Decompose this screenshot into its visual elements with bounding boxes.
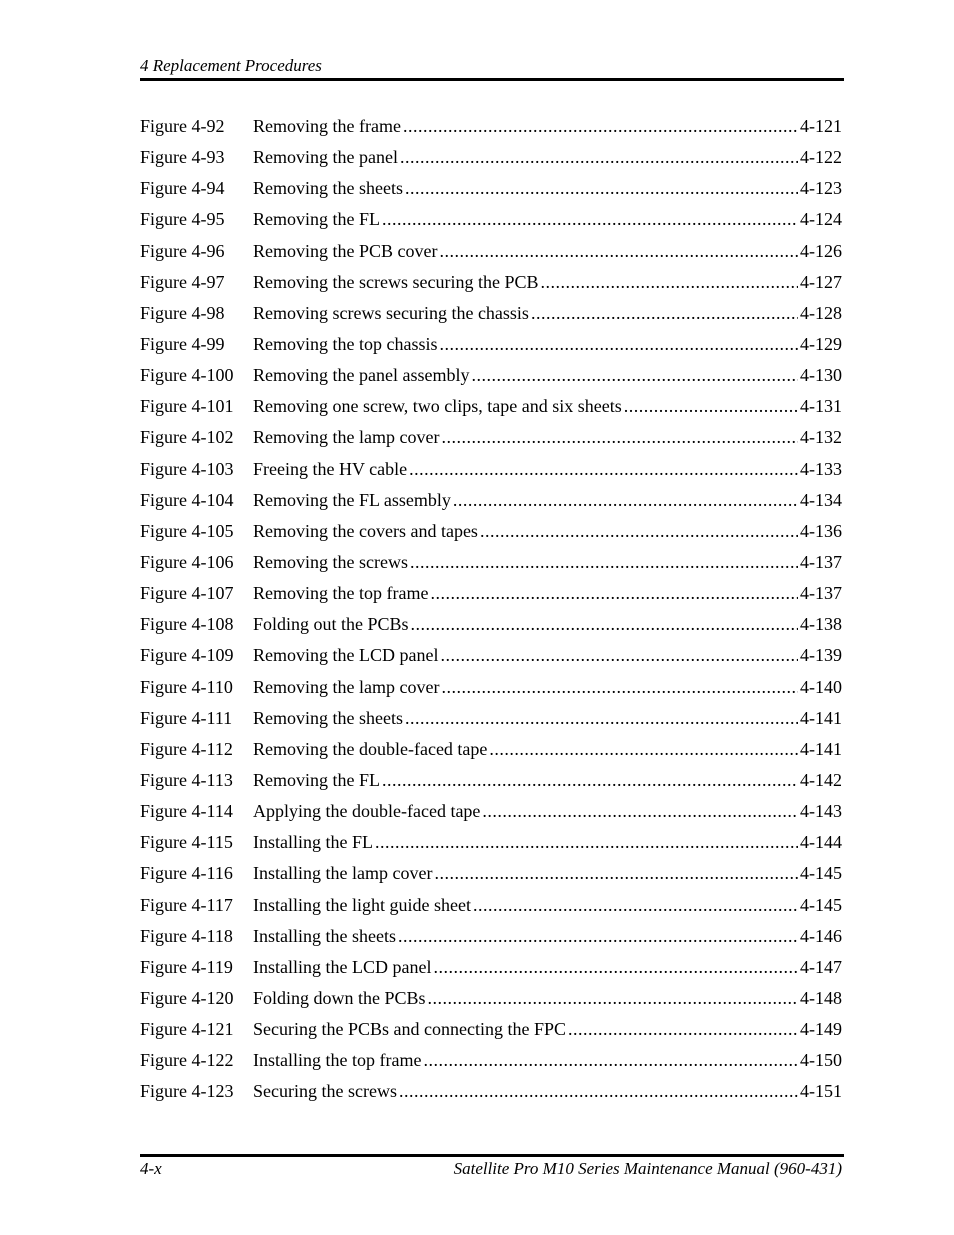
dot-leader (540, 272, 798, 293)
figure-title: Removing the sheets (253, 178, 403, 199)
toc-entry[interactable] (140, 895, 842, 926)
figure-title: Removing the FL assembly (253, 489, 451, 510)
figure-title: Folding out the PCBs (253, 614, 409, 635)
header-rule (140, 78, 844, 81)
dot-leader (473, 895, 798, 916)
figure-title: Removing the double-faced tape (253, 738, 488, 759)
figure-label: Figure 4-122 (140, 1050, 234, 1071)
toc-entry[interactable] (140, 396, 842, 427)
figure-title: Removing the FL (253, 209, 380, 230)
toc-entry[interactable] (140, 209, 842, 240)
figure-title: Installing the sheets (253, 925, 396, 946)
figure-page-number: 4-147 (800, 956, 842, 977)
figure-page-number: 4-139 (800, 645, 842, 666)
figure-page-number: 4-146 (800, 925, 842, 946)
toc-entry[interactable] (140, 863, 842, 894)
dot-leader (423, 1050, 798, 1071)
figure-page-number: 4-142 (800, 769, 842, 790)
figure-title: Removing the PCB cover (253, 240, 438, 261)
toc-entry[interactable] (140, 521, 842, 552)
toc-entry[interactable] (140, 116, 842, 147)
toc-entry[interactable] (140, 957, 842, 988)
toc-entry[interactable] (140, 272, 842, 303)
figure-label: Figure 4-93 (140, 147, 225, 168)
figure-label: Figure 4-98 (140, 302, 225, 323)
figure-title: Installing the FL (253, 832, 373, 853)
dot-leader (568, 1019, 798, 1040)
dot-leader (624, 396, 798, 417)
dot-leader (428, 988, 798, 1009)
figure-label: Figure 4-121 (140, 1019, 234, 1040)
figure-label: Figure 4-114 (140, 801, 233, 822)
toc-entry[interactable] (140, 147, 842, 178)
figure-title: Removing the top chassis (253, 333, 438, 354)
figure-page-number: 4-134 (800, 489, 842, 510)
figure-page-number: 4-121 (800, 116, 842, 136)
figure-page-number: 4-132 (800, 427, 842, 448)
dot-leader (433, 957, 798, 978)
toc-entry[interactable] (140, 241, 842, 272)
figure-title: Removing the frame (253, 116, 401, 136)
figure-page-number: 4-124 (800, 209, 842, 230)
toc-entry[interactable] (140, 459, 842, 490)
figure-title: Removing the panel assembly (253, 365, 470, 386)
figure-title: Removing the FL (253, 769, 380, 790)
toc-entry[interactable] (140, 1019, 842, 1050)
toc-entry[interactable] (140, 178, 842, 209)
figure-page-number: 4-144 (800, 832, 842, 853)
figure-title: Removing the lamp cover (253, 676, 440, 697)
figure-label: Figure 4-96 (140, 240, 225, 261)
figure-label: Figure 4-113 (140, 769, 233, 790)
figure-page-number: 4-150 (800, 1050, 842, 1071)
toc-entry[interactable] (140, 677, 842, 708)
toc-entry[interactable] (140, 708, 842, 739)
toc-entry[interactable] (140, 1050, 842, 1081)
figure-title: Removing the screws (253, 551, 408, 572)
dot-leader (405, 708, 798, 729)
figure-label: Figure 4-95 (140, 209, 225, 230)
figure-page-number: 4-137 (800, 583, 842, 604)
dot-leader (453, 490, 798, 511)
figure-page-number: 4-145 (800, 894, 842, 915)
dot-leader (382, 770, 798, 791)
toc-entry[interactable] (140, 1081, 842, 1112)
figure-page-number: 4-148 (800, 987, 842, 1008)
running-header: 4 Replacement Procedures (140, 56, 322, 75)
page-number: 4-x (140, 1159, 162, 1178)
figure-label: Figure 4-110 (140, 676, 233, 697)
figure-page-number: 4-128 (800, 302, 842, 323)
figure-label: Figure 4-117 (140, 894, 233, 915)
figure-title: Installing the LCD panel (253, 956, 432, 977)
figure-label: Figure 4-119 (140, 956, 233, 977)
toc-entry[interactable] (140, 583, 842, 614)
figure-title: Installing the light guide sheet (253, 894, 471, 915)
dot-leader (410, 552, 798, 573)
dot-leader (439, 334, 798, 355)
toc-entry[interactable] (140, 365, 842, 396)
dot-leader (405, 178, 798, 199)
figure-title: Installing the top frame (253, 1050, 422, 1071)
dot-leader (531, 303, 798, 324)
figure-page-number: 4-149 (800, 1019, 842, 1040)
figure-title: Securing the screws (253, 1081, 397, 1102)
figure-label: Figure 4-99 (140, 333, 225, 354)
toc-entry[interactable] (140, 645, 842, 676)
figure-page-number: 4-122 (800, 147, 842, 168)
figure-label: Figure 4-120 (140, 987, 234, 1008)
figure-title: Removing screws securing the chassis (253, 302, 529, 323)
dot-leader (471, 365, 798, 386)
figure-label: Figure 4-92 (140, 116, 225, 136)
figure-title: Freeing the HV cable (253, 458, 408, 479)
dot-leader (398, 926, 798, 947)
figure-page-number: 4-127 (800, 271, 842, 292)
dot-leader (400, 147, 798, 168)
figure-label: Figure 4-104 (140, 489, 234, 510)
figure-page-number: 4-143 (800, 801, 842, 822)
figure-label: Figure 4-102 (140, 427, 234, 448)
figure-label: Figure 4-101 (140, 396, 234, 417)
figure-title: Removing one screw, two clips, tape and six sheets (253, 396, 622, 417)
figure-page-number: 4-129 (800, 333, 842, 354)
figure-label: Figure 4-105 (140, 520, 234, 541)
figure-label: Figure 4-109 (140, 645, 234, 666)
figure-label: Figure 4-123 (140, 1081, 234, 1102)
dot-leader (441, 427, 798, 448)
figure-page-number: 4-141 (800, 738, 842, 759)
toc-entry[interactable] (140, 832, 842, 863)
figure-page-number: 4-126 (800, 240, 842, 261)
dot-leader (375, 832, 798, 853)
figure-label: Figure 4-97 (140, 271, 225, 292)
toc-entry[interactable] (140, 490, 842, 521)
dot-leader (440, 645, 798, 666)
dot-leader (489, 739, 798, 760)
figure-title: Removing the top frame (253, 583, 429, 604)
figure-page-number: 4-131 (800, 396, 842, 417)
toc-entry[interactable] (140, 427, 842, 458)
figure-page-number: 4-140 (800, 676, 842, 697)
figure-label: Figure 4-108 (140, 614, 234, 635)
toc-entry[interactable] (140, 552, 842, 583)
figure-label: Figure 4-103 (140, 458, 234, 479)
toc-entry[interactable] (140, 926, 842, 957)
dot-leader (411, 614, 798, 635)
figure-title: Removing the covers and tapes (253, 520, 478, 541)
dot-leader (382, 209, 798, 230)
dot-leader (439, 241, 798, 262)
toc-entry[interactable] (140, 303, 842, 334)
figure-page-number: 4-145 (800, 863, 842, 884)
figure-title: Removing the sheets (253, 707, 403, 728)
figure-title: Removing the panel (253, 147, 398, 168)
figure-label: Figure 4-100 (140, 365, 234, 386)
figure-page-number: 4-136 (800, 520, 842, 541)
footer-rule (140, 1154, 844, 1157)
figure-page-number: 4-137 (800, 551, 842, 572)
figure-label: Figure 4-106 (140, 551, 234, 572)
figure-label: Figure 4-111 (140, 707, 233, 728)
figure-label: Figure 4-107 (140, 583, 234, 604)
figure-label: Figure 4-118 (140, 925, 233, 946)
figure-label: Figure 4-112 (140, 738, 233, 759)
list-of-figures (140, 116, 842, 1113)
dot-leader (441, 677, 798, 698)
figure-title: Removing the screws securing the PCB (253, 271, 539, 292)
figure-page-number: 4-138 (800, 614, 842, 635)
toc-entry[interactable] (140, 770, 842, 801)
dot-leader (409, 459, 798, 480)
figure-page-number: 4-151 (800, 1081, 842, 1102)
toc-entry[interactable] (140, 739, 842, 770)
dot-leader (480, 521, 798, 542)
manual-title: Satellite Pro M10 Series Maintenance Manual (960-431) (453, 1159, 842, 1178)
dot-leader (434, 863, 798, 884)
toc-entry[interactable] (140, 988, 842, 1019)
dot-leader (482, 801, 798, 822)
figure-page-number: 4-141 (800, 707, 842, 728)
figure-label: Figure 4-94 (140, 178, 225, 199)
figure-title: Folding down the PCBs (253, 987, 426, 1008)
figure-title: Applying the double-faced tape (253, 801, 481, 822)
figure-label: Figure 4-116 (140, 863, 233, 884)
figure-title: Removing the LCD panel (253, 645, 439, 666)
figure-title: Removing the lamp cover (253, 427, 440, 448)
figure-page-number: 4-123 (800, 178, 842, 199)
figure-page-number: 4-130 (800, 365, 842, 386)
figure-label: Figure 4-115 (140, 832, 233, 853)
figure-title: Installing the lamp cover (253, 863, 433, 884)
toc-entry[interactable] (140, 334, 842, 365)
dot-leader (399, 1081, 798, 1102)
dot-leader (403, 116, 798, 137)
toc-entry[interactable] (140, 801, 842, 832)
dot-leader (430, 583, 798, 604)
figure-title: Securing the PCBs and connecting the FPC (253, 1019, 566, 1040)
toc-entry[interactable] (140, 614, 842, 645)
figure-page-number: 4-133 (800, 458, 842, 479)
